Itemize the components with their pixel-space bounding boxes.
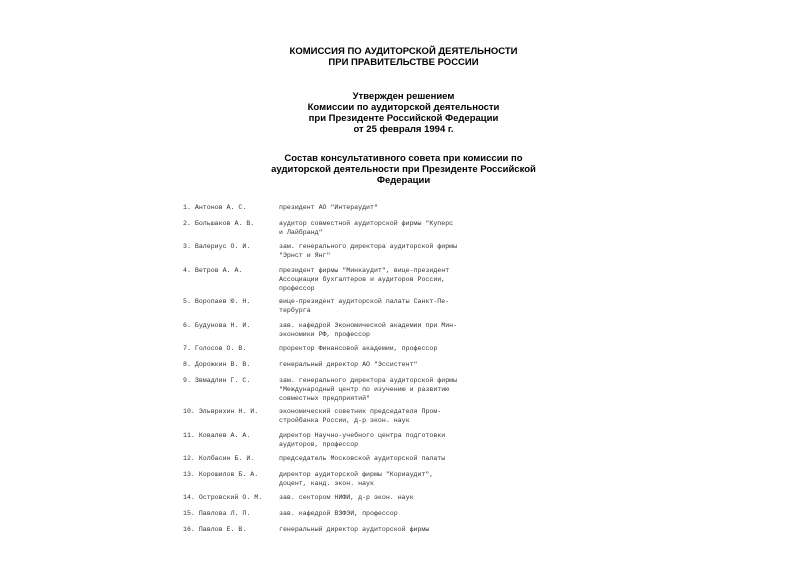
member-description: экономический советник председателя Пром- стройбанка России, д-р экон. наук [279, 408, 442, 424]
approval-line: от 25 февраля 1994 г. [353, 124, 454, 135]
member-description: аудитор совместной аудиторской фирмы "Куперс и Лайбранд" [279, 220, 454, 236]
member-description: вице-президент аудиторской палаты Санкт-Пе- тербурга [279, 298, 450, 314]
approval-line: Комиссии по аудиторской деятельности [307, 102, 500, 113]
member-name: 7. Голосов О. В. [183, 345, 247, 352]
member-name: 4. Ветров А. А. [183, 267, 243, 274]
title-line: аудиторской деятельности при Президенте Российской [271, 164, 536, 175]
approval-line: при Президенте Российской Федерации [308, 113, 499, 124]
title-line: Состав консультативного совета при комиссии по [284, 153, 523, 164]
member-description: зам. генерального директора аудиторской фирмы "Международный центр по изучению и развитию совместных предприятий" [279, 377, 458, 402]
member-name: 12. Колбасин Б. И. [183, 455, 255, 462]
member-description: генеральный директор АО "Эссистент" [279, 361, 418, 368]
member-name: 14. Островский О. М. [183, 494, 263, 501]
member-name: 10. Эльврихин Н. И. [183, 408, 259, 415]
member-name: 15. Павлова Л. П. [183, 510, 251, 517]
member-name: 13. Корошилов Б. А. [183, 471, 259, 478]
member-description: проректор Финансовой академии, профессор [279, 345, 438, 352]
member-description: зав. кафедрой Экономической академии при Мин- экономики РФ, профессор [279, 322, 458, 338]
member-description: генеральный директор аудиторской фирмы [279, 526, 430, 533]
member-name: 2. Большаков А. В. [183, 220, 255, 227]
member-name: 11. Ковалев А. А. [183, 432, 251, 439]
member-name: 9. Звмадлин Г. С. [183, 377, 251, 384]
approval-block [0, 91, 807, 135]
member-name: 5. Воропаев Ю. Н. [183, 298, 251, 305]
member-description: директор аудиторской фирмы "Кориаудит", доцент, канд. экон. наук [279, 471, 434, 487]
member-description: председатель Московской аудиторской палаты [279, 455, 446, 462]
member-name: 16. Павлов Е. В. [183, 526, 247, 533]
org-line: ПРИ ПРАВИТЕЛЬСТВЕ РОССИИ [328, 57, 479, 68]
member-name: 8. Дорожкин В. В. [183, 361, 251, 368]
member-description: зам. генерального директора аудиторской фирмы "Эрнст и Янг" [279, 243, 458, 259]
member-description: директор Научно-учебного центра подготовки аудиторов, профессор [279, 432, 446, 448]
member-description: зав. кафедрой ВЗФЭИ, профессор [279, 510, 398, 517]
org-line: КОМИССИЯ ПО АУДИТОРСКОЙ ДЕЯТЕЛЬНОСТИ [289, 46, 518, 57]
approval-line: Утвержден решением [352, 91, 455, 102]
member-description: зав. сектором НИФИ, д-р экон. наук [279, 494, 414, 501]
title-line: Федерации [376, 175, 431, 186]
member-description: президент фирмы "Минкаудит", вице-президент Ассоциации бухгалтеров и аудиторов России, профессор [279, 267, 450, 292]
member-name: 3. Валериус О. И. [183, 243, 251, 250]
organization-heading [0, 46, 807, 68]
member-description: президент АО "Интераудит" [279, 204, 378, 211]
member-name: 6. Будунова Н. И. [183, 322, 251, 329]
document-title [0, 153, 807, 186]
member-name: 1. Антонов А. С. [183, 204, 247, 211]
